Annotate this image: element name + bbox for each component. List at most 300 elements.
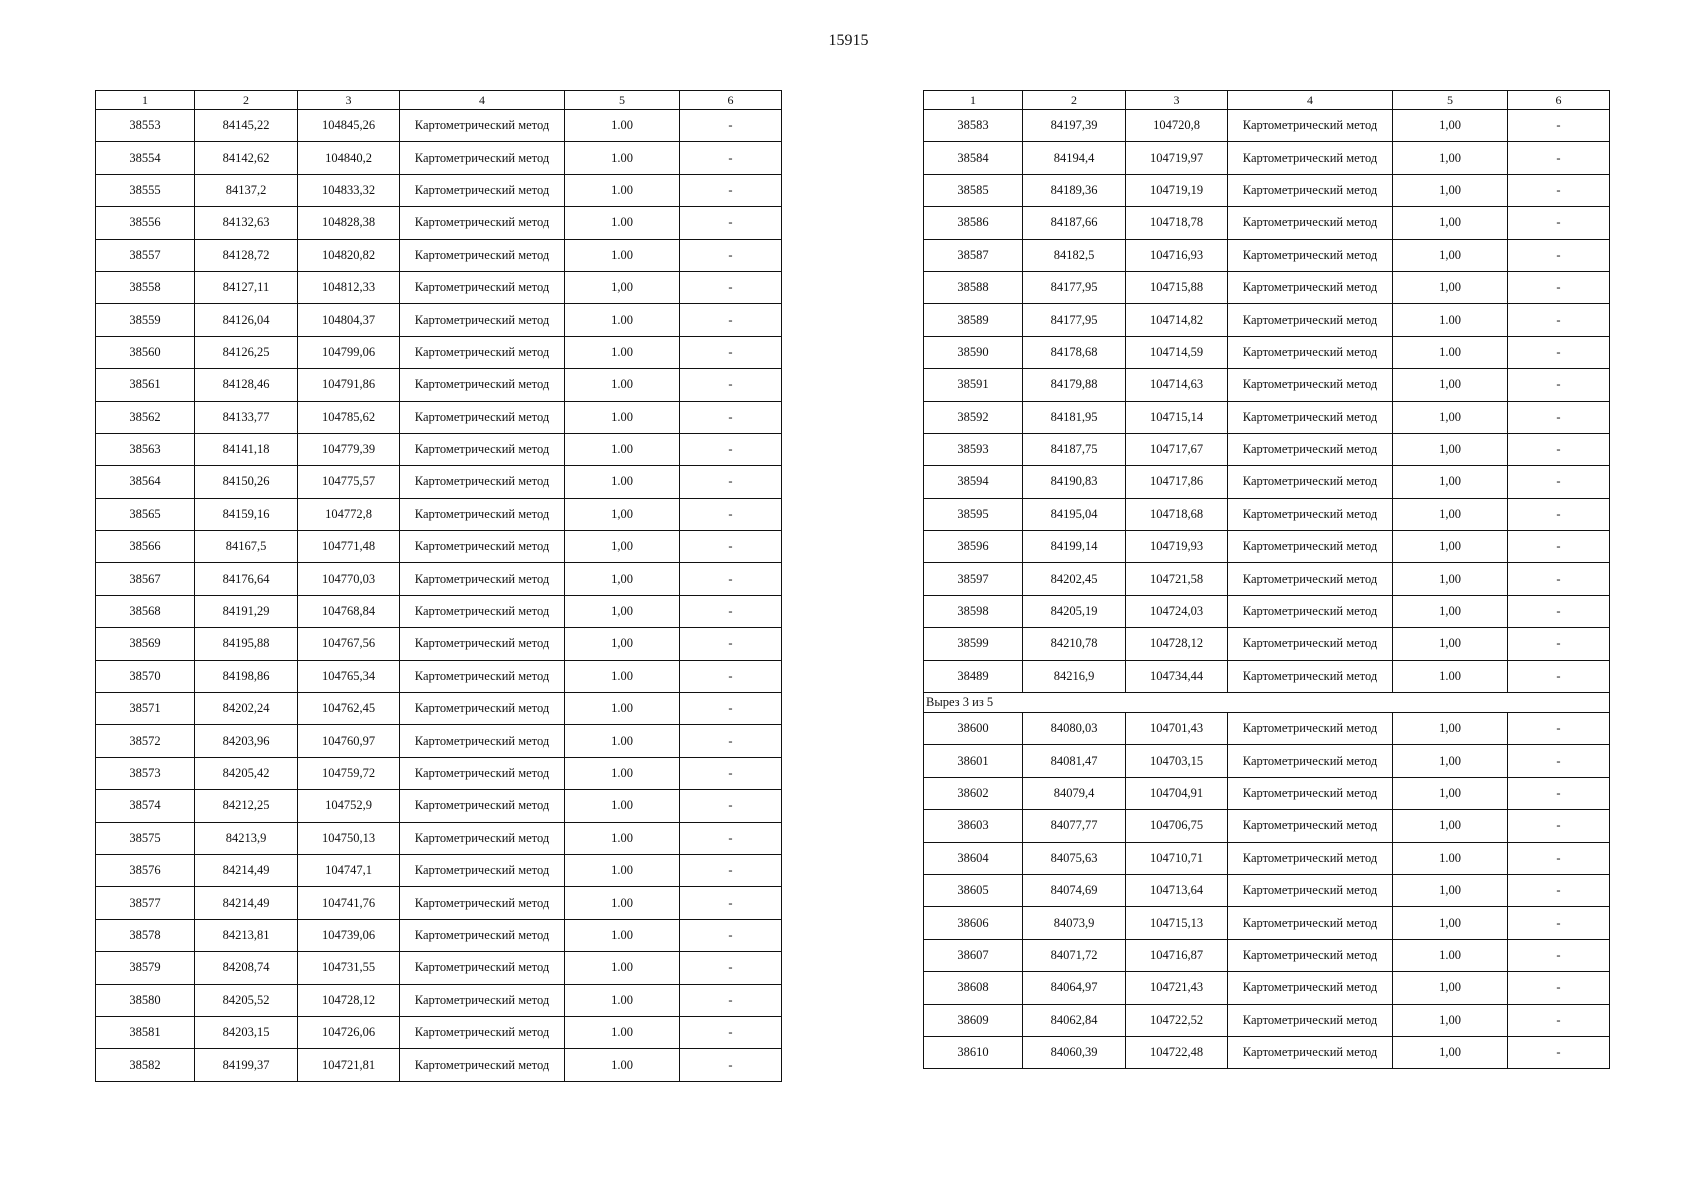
table-cell: 1,00 [1393, 777, 1508, 809]
table-row [96, 207, 782, 239]
table-row [924, 466, 1610, 498]
table-cell: Картометрический метод [400, 887, 565, 919]
table-cell: 84205,52 [195, 984, 298, 1016]
table-row [96, 466, 782, 498]
table-cell: 38556 [96, 207, 195, 239]
table-cell: - [1508, 336, 1610, 368]
table-cell: - [680, 369, 782, 401]
table-row [96, 660, 782, 692]
table-cell: - [680, 952, 782, 984]
table-row [924, 660, 1610, 692]
table-cell: 1,00 [565, 531, 680, 563]
table-row [924, 531, 1610, 563]
table-cell: Картометрический метод [400, 725, 565, 757]
table-cell: 84202,24 [195, 693, 298, 725]
table-row [96, 757, 782, 789]
table-cell: - [680, 466, 782, 498]
table-cell: 84189,36 [1023, 174, 1126, 206]
table-cell: 104760,97 [298, 725, 400, 757]
table-cell: 38583 [924, 110, 1023, 142]
table-cell: 1.00 [565, 401, 680, 433]
table-cell: 84216,9 [1023, 660, 1126, 692]
column-header: 1 [924, 91, 1023, 110]
table-cell: - [1508, 369, 1610, 401]
table-cell: Картометрический метод [1228, 660, 1393, 692]
table-row [924, 1004, 1610, 1036]
table-cell: Картометрический метод [1228, 304, 1393, 336]
table-cell: 84176,64 [195, 563, 298, 595]
table-cell: Картометрический метод [400, 369, 565, 401]
table-cell: 1.00 [565, 110, 680, 142]
table-cell: 84132,63 [195, 207, 298, 239]
table-row [96, 790, 782, 822]
table-cell: - [680, 531, 782, 563]
table-cell: Картометрический метод [400, 466, 565, 498]
section-label-row [924, 693, 1610, 713]
table-cell: - [1508, 939, 1610, 971]
table-row [924, 142, 1610, 174]
table-cell: 84128,46 [195, 369, 298, 401]
table-cell: - [1508, 907, 1610, 939]
table-cell: 1.00 [565, 854, 680, 886]
table-cell: Картометрический метод [400, 271, 565, 303]
table-cell: - [1508, 174, 1610, 206]
table-cell: 38606 [924, 907, 1023, 939]
column-header: 5 [1393, 91, 1508, 110]
table-cell: 38589 [924, 304, 1023, 336]
table-row [96, 628, 782, 660]
table-cell: 104765,34 [298, 660, 400, 692]
table-cell: - [680, 401, 782, 433]
table-cell: 1,00 [1393, 531, 1508, 563]
table-cell: 104706,75 [1126, 810, 1228, 842]
table-cell: Картометрический метод [1228, 595, 1393, 627]
table-cell: Картометрический метод [400, 595, 565, 627]
table-cell: 1,00 [1393, 369, 1508, 401]
table-cell: 38578 [96, 919, 195, 951]
table-cell: 38599 [924, 628, 1023, 660]
table-cell: - [1508, 239, 1610, 271]
table-cell: 104845,26 [298, 110, 400, 142]
table-cell: Картометрический метод [400, 854, 565, 886]
table-cell: 1.00 [565, 142, 680, 174]
table-cell: 1,00 [1393, 628, 1508, 660]
table-cell: 38607 [924, 939, 1023, 971]
table-cell: 1.00 [1393, 842, 1508, 874]
table-cell: - [680, 1049, 782, 1081]
table-cell: 1,00 [1393, 874, 1508, 906]
table-cell: 38610 [924, 1036, 1023, 1068]
column-header: 3 [1126, 91, 1228, 110]
table-cell: 84177,95 [1023, 304, 1126, 336]
table-row [924, 1036, 1610, 1068]
table-cell: 38600 [924, 713, 1023, 745]
table-cell: 84187,75 [1023, 433, 1126, 465]
table-cell: 38604 [924, 842, 1023, 874]
table-cell: Картометрический метод [400, 110, 565, 142]
table-cell: 1,00 [1393, 972, 1508, 1004]
table-cell: 104726,06 [298, 1016, 400, 1048]
table-cell: 84199,37 [195, 1049, 298, 1081]
table-cell: Картометрический метод [1228, 531, 1393, 563]
table-cell: - [1508, 142, 1610, 174]
table-cell: 104720,8 [1126, 110, 1228, 142]
table-cell: 1,00 [1393, 110, 1508, 142]
table-cell: Картометрический метод [1228, 842, 1393, 874]
table-cell: 104734,44 [1126, 660, 1228, 692]
table-cell: 38554 [96, 142, 195, 174]
table-cell: Картометрический метод [400, 822, 565, 854]
right-table-body [924, 91, 1610, 1069]
table-cell: 84199,14 [1023, 531, 1126, 563]
table-cell: 38558 [96, 271, 195, 303]
table-cell: 84187,66 [1023, 207, 1126, 239]
table-row [924, 628, 1610, 660]
table-cell: - [1508, 842, 1610, 874]
table-cell: 84195,88 [195, 628, 298, 660]
table-cell: 38579 [96, 952, 195, 984]
table-cell: 104724,03 [1126, 595, 1228, 627]
table-row [96, 433, 782, 465]
table-row [924, 110, 1610, 142]
table-cell: 1,00 [1393, 271, 1508, 303]
table-cell: - [1508, 207, 1610, 239]
table-cell: - [680, 142, 782, 174]
column-header: 1 [96, 91, 195, 110]
table-cell: 84159,16 [195, 498, 298, 530]
table-row [924, 745, 1610, 777]
table-cell: 84182,5 [1023, 239, 1126, 271]
table-cell: 1.00 [565, 207, 680, 239]
table-cell: 1,00 [1393, 401, 1508, 433]
table-row [924, 842, 1610, 874]
table-cell: Картометрический метод [1228, 713, 1393, 745]
table-cell: 38601 [924, 745, 1023, 777]
column-header: 6 [1508, 91, 1610, 110]
table-cell: 1.00 [565, 304, 680, 336]
table-cell: 104721,58 [1126, 563, 1228, 595]
table-cell: 84210,78 [1023, 628, 1126, 660]
table-cell: Картометрический метод [400, 790, 565, 822]
table-cell: Картометрический метод [1228, 207, 1393, 239]
table-row [96, 174, 782, 206]
table-cell: - [1508, 777, 1610, 809]
table-cell: 38582 [96, 1049, 195, 1081]
table-cell: 104779,39 [298, 433, 400, 465]
table-cell: Картометрический метод [1228, 142, 1393, 174]
table-row [924, 433, 1610, 465]
table-cell: Картометрический метод [1228, 563, 1393, 595]
table-cell: 104833,32 [298, 174, 400, 206]
table-cell: 38608 [924, 972, 1023, 1004]
table-cell: 84181,95 [1023, 401, 1126, 433]
table-cell: 1.00 [565, 757, 680, 789]
table-cell: Картометрический метод [400, 919, 565, 951]
table-cell: Картометрический метод [1228, 745, 1393, 777]
table-cell: 1.00 [565, 984, 680, 1016]
table-cell: - [1508, 304, 1610, 336]
column-header: 4 [400, 91, 565, 110]
table-cell: 84150,26 [195, 466, 298, 498]
table-cell: Картометрический метод [400, 1049, 565, 1081]
table-cell: 104799,06 [298, 336, 400, 368]
table-cell: 38566 [96, 531, 195, 563]
table-cell: - [680, 628, 782, 660]
table-cell: 84179,88 [1023, 369, 1126, 401]
column-header: 2 [195, 91, 298, 110]
table-cell: 104785,62 [298, 401, 400, 433]
table-cell: 38581 [96, 1016, 195, 1048]
table-cell: 1.00 [565, 239, 680, 271]
table-cell: - [1508, 110, 1610, 142]
table-cell: 38572 [96, 725, 195, 757]
table-cell: 84137,2 [195, 174, 298, 206]
column-header: 5 [565, 91, 680, 110]
table-row [924, 810, 1610, 842]
table-cell: 104828,38 [298, 207, 400, 239]
table-cell: 84212,25 [195, 790, 298, 822]
table-cell: Картометрический метод [1228, 777, 1393, 809]
table-cell: 104739,06 [298, 919, 400, 951]
table-cell: 1.00 [565, 433, 680, 465]
table-cell: 1,00 [565, 595, 680, 627]
table-cell: 104767,56 [298, 628, 400, 660]
table-cell: - [680, 207, 782, 239]
table-cell: - [680, 822, 782, 854]
table-cell: Картометрический метод [400, 174, 565, 206]
table-cell: 84190,83 [1023, 466, 1126, 498]
table-cell: 38564 [96, 466, 195, 498]
table-cell: Картометрический метод [400, 304, 565, 336]
table-cell: - [680, 271, 782, 303]
table-cell: 1.00 [565, 466, 680, 498]
table-cell: 104719,97 [1126, 142, 1228, 174]
table-cell: 38577 [96, 887, 195, 919]
table-cell: 104791,86 [298, 369, 400, 401]
table-cell: 84062,84 [1023, 1004, 1126, 1036]
table-cell: - [680, 433, 782, 465]
section-label: Вырез 3 из 5 [924, 693, 1610, 713]
table-cell: 38592 [924, 401, 1023, 433]
table-cell: - [1508, 531, 1610, 563]
table-cell: 1.00 [1393, 304, 1508, 336]
table-cell: 38557 [96, 239, 195, 271]
table-cell: 1,00 [1393, 1036, 1508, 1068]
table-cell: Картометрический метод [1228, 874, 1393, 906]
table-cell: 38573 [96, 757, 195, 789]
table-cell: Картометрический метод [400, 563, 565, 595]
table-row [96, 498, 782, 530]
table-cell: Картометрический метод [1228, 110, 1393, 142]
table-cell: Картометрический метод [400, 984, 565, 1016]
table-cell: - [1508, 433, 1610, 465]
table-cell: 84077,77 [1023, 810, 1126, 842]
table-cell: Картометрический метод [400, 531, 565, 563]
table-cell: 1,00 [1393, 174, 1508, 206]
table-cell: 1.00 [565, 887, 680, 919]
table-row [96, 952, 782, 984]
table-cell: 38561 [96, 369, 195, 401]
table-row [96, 984, 782, 1016]
table-cell: 104717,67 [1126, 433, 1228, 465]
table-row [924, 239, 1610, 271]
table-cell: 84075,63 [1023, 842, 1126, 874]
table-cell: 38596 [924, 531, 1023, 563]
table-cell: Картометрический метод [1228, 401, 1393, 433]
table-row [96, 1016, 782, 1048]
table-cell: 1.00 [1393, 939, 1508, 971]
table-cell: 38603 [924, 810, 1023, 842]
column-header: 4 [1228, 91, 1393, 110]
table-cell: 38565 [96, 498, 195, 530]
table-row [96, 110, 782, 142]
table-cell: 38609 [924, 1004, 1023, 1036]
table-cell: Картометрический метод [1228, 239, 1393, 271]
table-cell: 38553 [96, 110, 195, 142]
table-cell: Картометрический метод [400, 952, 565, 984]
table-cell: 84214,49 [195, 887, 298, 919]
table-cell: 104752,9 [298, 790, 400, 822]
table-row [924, 972, 1610, 1004]
table-cell: Картометрический метод [1228, 433, 1393, 465]
table-row [96, 401, 782, 433]
table-cell: 38587 [924, 239, 1023, 271]
table-row [96, 919, 782, 951]
table-cell: 104721,43 [1126, 972, 1228, 1004]
table-cell: 38562 [96, 401, 195, 433]
table-header-row [924, 91, 1610, 110]
table-cell: 38590 [924, 336, 1023, 368]
table-cell: - [1508, 466, 1610, 498]
table-cell: 84198,86 [195, 660, 298, 692]
column-header: 2 [1023, 91, 1126, 110]
table-cell: 104704,91 [1126, 777, 1228, 809]
table-cell: 1.00 [565, 952, 680, 984]
table-cell: 84178,68 [1023, 336, 1126, 368]
table-row [924, 336, 1610, 368]
table-row [924, 874, 1610, 906]
table-row [96, 822, 782, 854]
table-cell: Картометрический метод [1228, 1036, 1393, 1068]
table-cell: 84213,9 [195, 822, 298, 854]
table-cell: 1.00 [565, 336, 680, 368]
table-cell: 1,00 [1393, 239, 1508, 271]
table-cell: Картометрический метод [400, 142, 565, 174]
table-cell: 1,00 [1393, 907, 1508, 939]
table-cell: Картометрический метод [400, 1016, 565, 1048]
table-cell: 104713,64 [1126, 874, 1228, 906]
column-header: 3 [298, 91, 400, 110]
table-cell: - [680, 239, 782, 271]
table-cell: - [1508, 1004, 1610, 1036]
table-cell: 84071,72 [1023, 939, 1126, 971]
table-cell: 84177,95 [1023, 271, 1126, 303]
table-cell: 1,00 [1393, 142, 1508, 174]
table-row [96, 336, 782, 368]
table-cell: 84191,29 [195, 595, 298, 627]
table-cell: Картометрический метод [1228, 271, 1393, 303]
table-row [96, 1049, 782, 1081]
table-cell: Картометрический метод [1228, 810, 1393, 842]
table-cell: 38602 [924, 777, 1023, 809]
table-cell: 1.00 [1393, 660, 1508, 692]
left-coordinates-table [95, 90, 782, 1082]
table-row [96, 595, 782, 627]
table-cell: 104719,19 [1126, 174, 1228, 206]
table-cell: - [1508, 401, 1610, 433]
table-cell: Картометрический метод [400, 433, 565, 465]
table-cell: 84205,42 [195, 757, 298, 789]
table-cell: 1.00 [565, 660, 680, 692]
table-row [96, 142, 782, 174]
table-cell: 38591 [924, 369, 1023, 401]
table-cell: Картометрический метод [1228, 907, 1393, 939]
table-cell: 104715,14 [1126, 401, 1228, 433]
table-cell: 1.00 [565, 174, 680, 206]
table-row [96, 887, 782, 919]
table-cell: 104731,55 [298, 952, 400, 984]
table-cell: - [680, 563, 782, 595]
table-cell: 104722,52 [1126, 1004, 1228, 1036]
table-row [924, 563, 1610, 595]
table-cell: 84064,97 [1023, 972, 1126, 1004]
table-cell: 38585 [924, 174, 1023, 206]
table-cell: 84074,69 [1023, 874, 1126, 906]
table-cell: 38489 [924, 660, 1023, 692]
table-cell: - [680, 984, 782, 1016]
table-cell: 1,00 [1393, 498, 1508, 530]
table-cell: 38574 [96, 790, 195, 822]
table-row [96, 725, 782, 757]
table-cell: - [1508, 972, 1610, 1004]
table-cell: - [680, 336, 782, 368]
table-cell: 38588 [924, 271, 1023, 303]
table-cell: 1.00 [565, 790, 680, 822]
table-row [924, 401, 1610, 433]
table-cell: - [1508, 874, 1610, 906]
table-cell: 38597 [924, 563, 1023, 595]
table-cell: 104718,68 [1126, 498, 1228, 530]
table-cell: 1.00 [565, 1049, 680, 1081]
table-cell: Картометрический метод [1228, 369, 1393, 401]
table-row [924, 907, 1610, 939]
table-cell: Картометрический метод [1228, 1004, 1393, 1036]
table-cell: 84126,04 [195, 304, 298, 336]
table-cell: 84060,39 [1023, 1036, 1126, 1068]
table-cell: 104762,45 [298, 693, 400, 725]
table-row [96, 369, 782, 401]
table-cell: 1,00 [1393, 563, 1508, 595]
table-cell: 104771,48 [298, 531, 400, 563]
table-cell: - [1508, 271, 1610, 303]
table-cell: Картометрический метод [1228, 972, 1393, 1004]
table-cell: 38555 [96, 174, 195, 206]
table-cell: 84126,25 [195, 336, 298, 368]
table-cell: 84142,62 [195, 142, 298, 174]
table-cell: - [1508, 810, 1610, 842]
table-cell: - [1508, 595, 1610, 627]
table-cell: 84081,47 [1023, 745, 1126, 777]
table-cell: 38570 [96, 660, 195, 692]
table-cell: 38560 [96, 336, 195, 368]
table-cell: 1,00 [1393, 595, 1508, 627]
table-cell: 84128,72 [195, 239, 298, 271]
table-cell: 104812,33 [298, 271, 400, 303]
table-row [96, 271, 782, 303]
table-cell: 38595 [924, 498, 1023, 530]
table-cell: Картометрический метод [400, 693, 565, 725]
table-cell: Картометрический метод [1228, 466, 1393, 498]
